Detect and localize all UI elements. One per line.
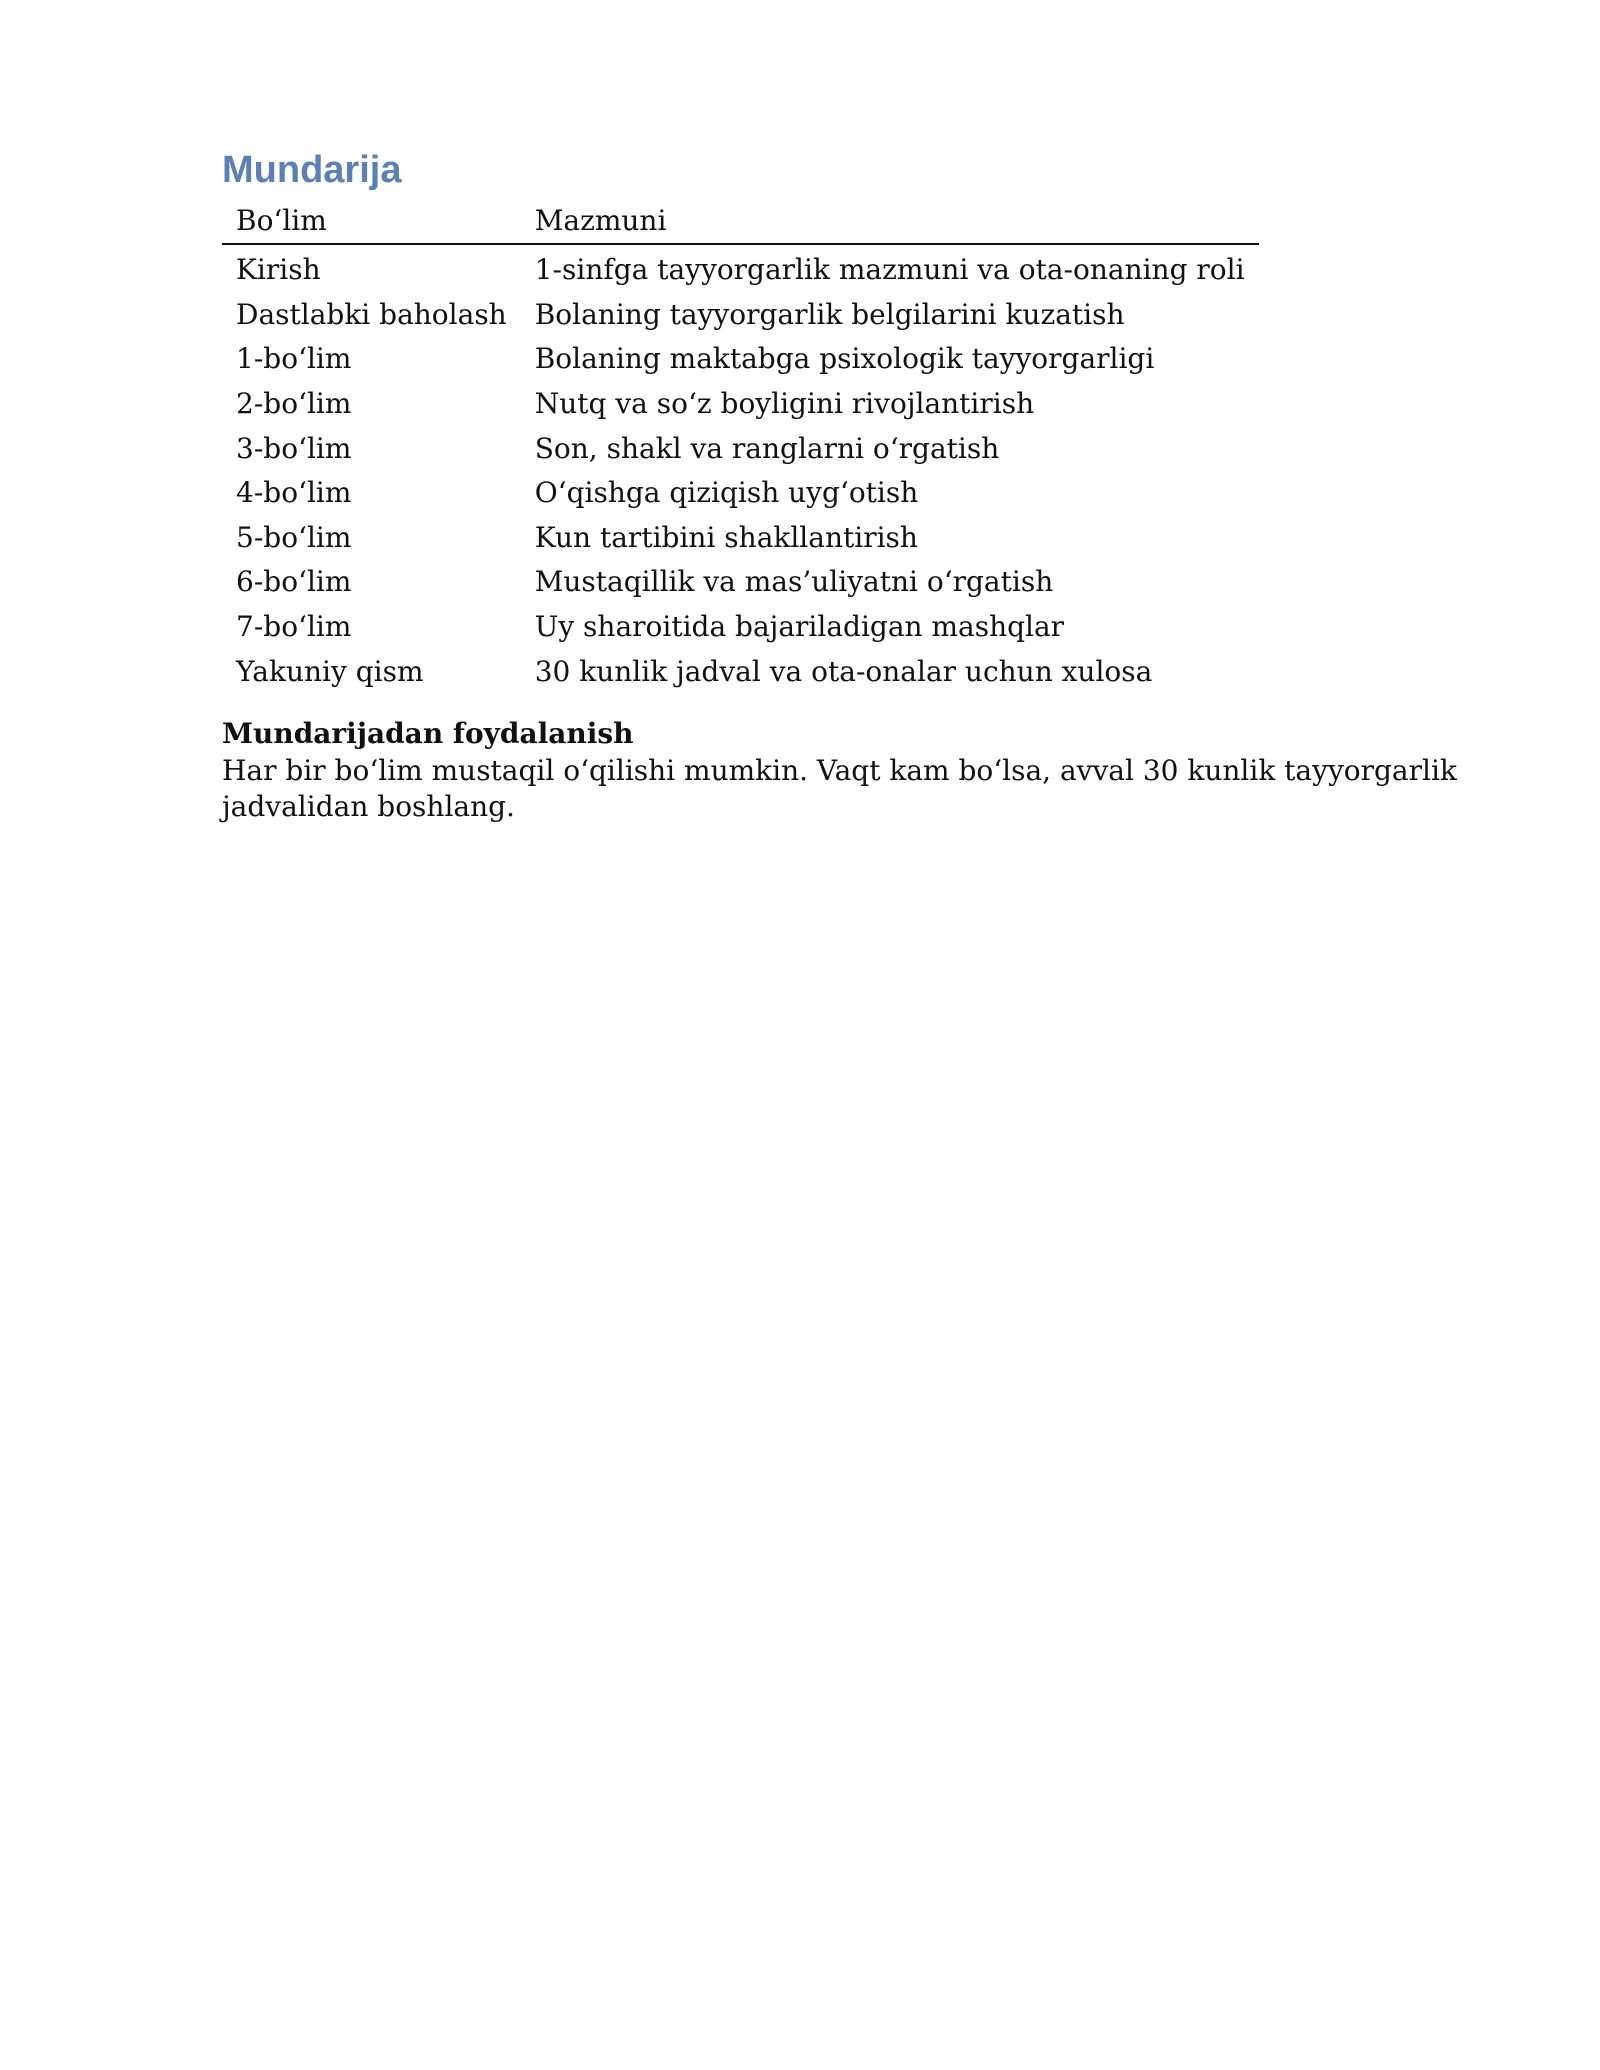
content-cell: Nutq va so‘z boyligini rivojlantirish	[534, 386, 1035, 420]
table-row	[222, 382, 1259, 427]
table-row	[222, 337, 1259, 382]
content-cell: 30 kunlik jadval va ota-onalar uchun xulosa	[534, 654, 1153, 688]
content-cell: Bolaning maktabga psixologik tayyorgarligi	[534, 342, 1155, 376]
section-cell: 1-bo‘lim	[236, 342, 352, 376]
section-cell: 5-bo‘lim	[236, 520, 352, 554]
usage-paragraph: Har bir bo‘lim mustaqil o‘qilishi mumkin. Vaqt kam bo‘lsa, avval 30 kunlik tayyorgarlik jadvalidan boshlang.	[222, 754, 1457, 823]
contents-table	[222, 200, 1259, 695]
content-cell: Mustaqillik va mas’uliyatni o‘rgatish	[534, 565, 1054, 599]
page-title: Mundarija	[222, 149, 402, 191]
table-row	[222, 293, 1259, 338]
content-cell: O‘qishga qiziqish uyg‘otish	[534, 476, 919, 510]
table-row	[222, 560, 1259, 605]
column-header-section: Bo‘lim	[222, 200, 521, 245]
section-cell: 3-bo‘lim	[236, 431, 352, 465]
column-header-content: Mazmuni	[521, 200, 1259, 245]
content-cell: Bolaning tayyorgarlik belgilarini kuzatish	[534, 297, 1125, 331]
section-cell: 2-bo‘lim	[236, 386, 352, 420]
document-page	[222, 148, 1512, 825]
table-row	[222, 244, 1259, 293]
usage-heading: Mundarijadan foydalanish	[222, 717, 634, 751]
section-cell: Kirish	[236, 253, 321, 287]
content-cell: Uy sharoitida bajariladigan mashqlar	[534, 609, 1065, 643]
section-cell: 4-bo‘lim	[236, 476, 352, 510]
content-cell: Son, shakl va ranglarni o‘rgatish	[534, 431, 1000, 465]
table-row	[222, 471, 1259, 516]
section-cell: 6-bo‘lim	[236, 565, 352, 599]
table-row	[222, 650, 1259, 695]
table-header-row	[222, 200, 1259, 245]
content-cell: 1-sinfga tayyorgarlik mazmuni va ota-onaning roli	[534, 253, 1245, 287]
table-row	[222, 605, 1259, 650]
section-cell: 7-bo‘lim	[236, 609, 352, 643]
table-row	[222, 427, 1259, 472]
table-row	[222, 516, 1259, 561]
section-cell: Dastlabki baholash	[236, 297, 507, 331]
section-cell: Yakuniy qism	[236, 654, 424, 688]
content-cell: Kun tartibini shakllantirish	[534, 520, 918, 554]
